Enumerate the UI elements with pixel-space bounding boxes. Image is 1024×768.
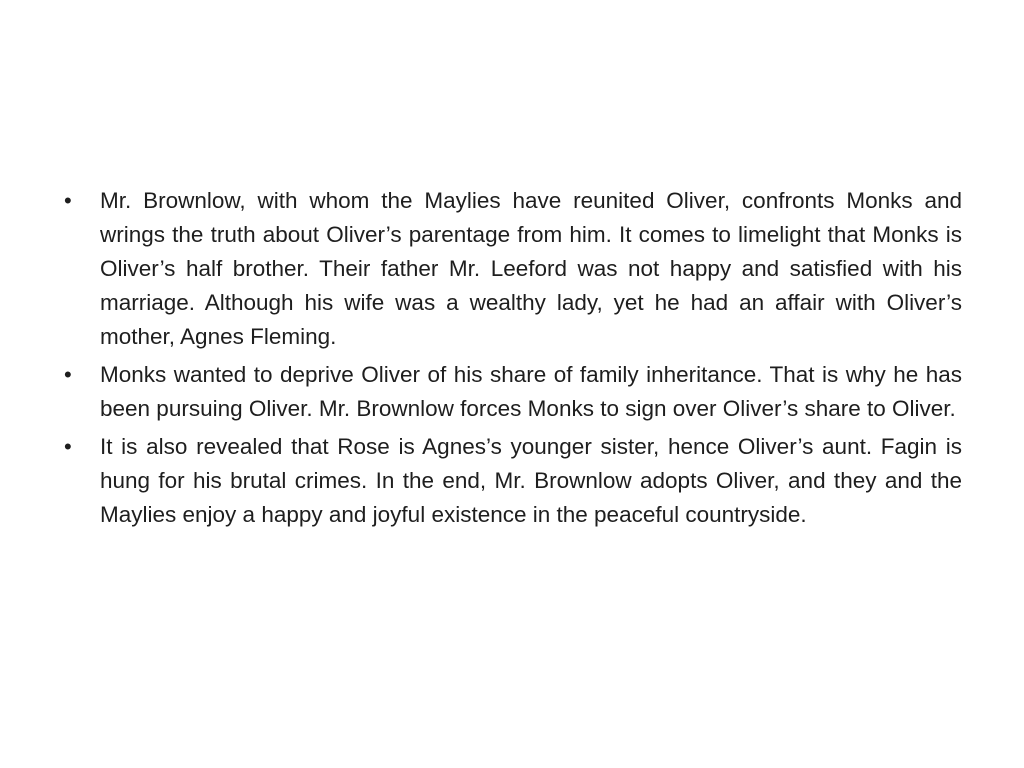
bullet-point-icon: •: [64, 188, 72, 213]
bullet-text: Monks wanted to deprive Oliver of his share of family inheritance. That is why he has been pursuing Oliver. Mr. Brownlow forces Monks to sign over Oliver’s share to Oliver.: [100, 362, 962, 421]
bullet-point-icon: •: [64, 362, 72, 387]
bullet-item: [64, 184, 962, 354]
bullet-list: [64, 184, 962, 536]
bullet-item: [64, 358, 962, 426]
bullet-item: [64, 430, 962, 532]
bullet-text: It is also revealed that Rose is Agnes’s younger sister, hence Oliver’s aunt. Fagin is hung for his brutal crimes. In the end, Mr. Brownlow adopts Oliver, and they and the Maylies enjoy a happy and joyful existence in the peaceful countryside.: [100, 434, 962, 527]
bullet-text: Mr. Brownlow, with whom the Maylies have reunited Oliver, confronts Monks and wrings the truth about Oliver’s parentage from him. It comes to limelight that Monks is Oliver’s half brother. Their father Mr. Leeford was not happy and satisfied with his marriage. Although his wife was a wealthy lady, yet he had an affair with Oliver’s mother, Agnes Fleming.: [100, 188, 962, 349]
bullet-point-icon: •: [64, 434, 72, 459]
